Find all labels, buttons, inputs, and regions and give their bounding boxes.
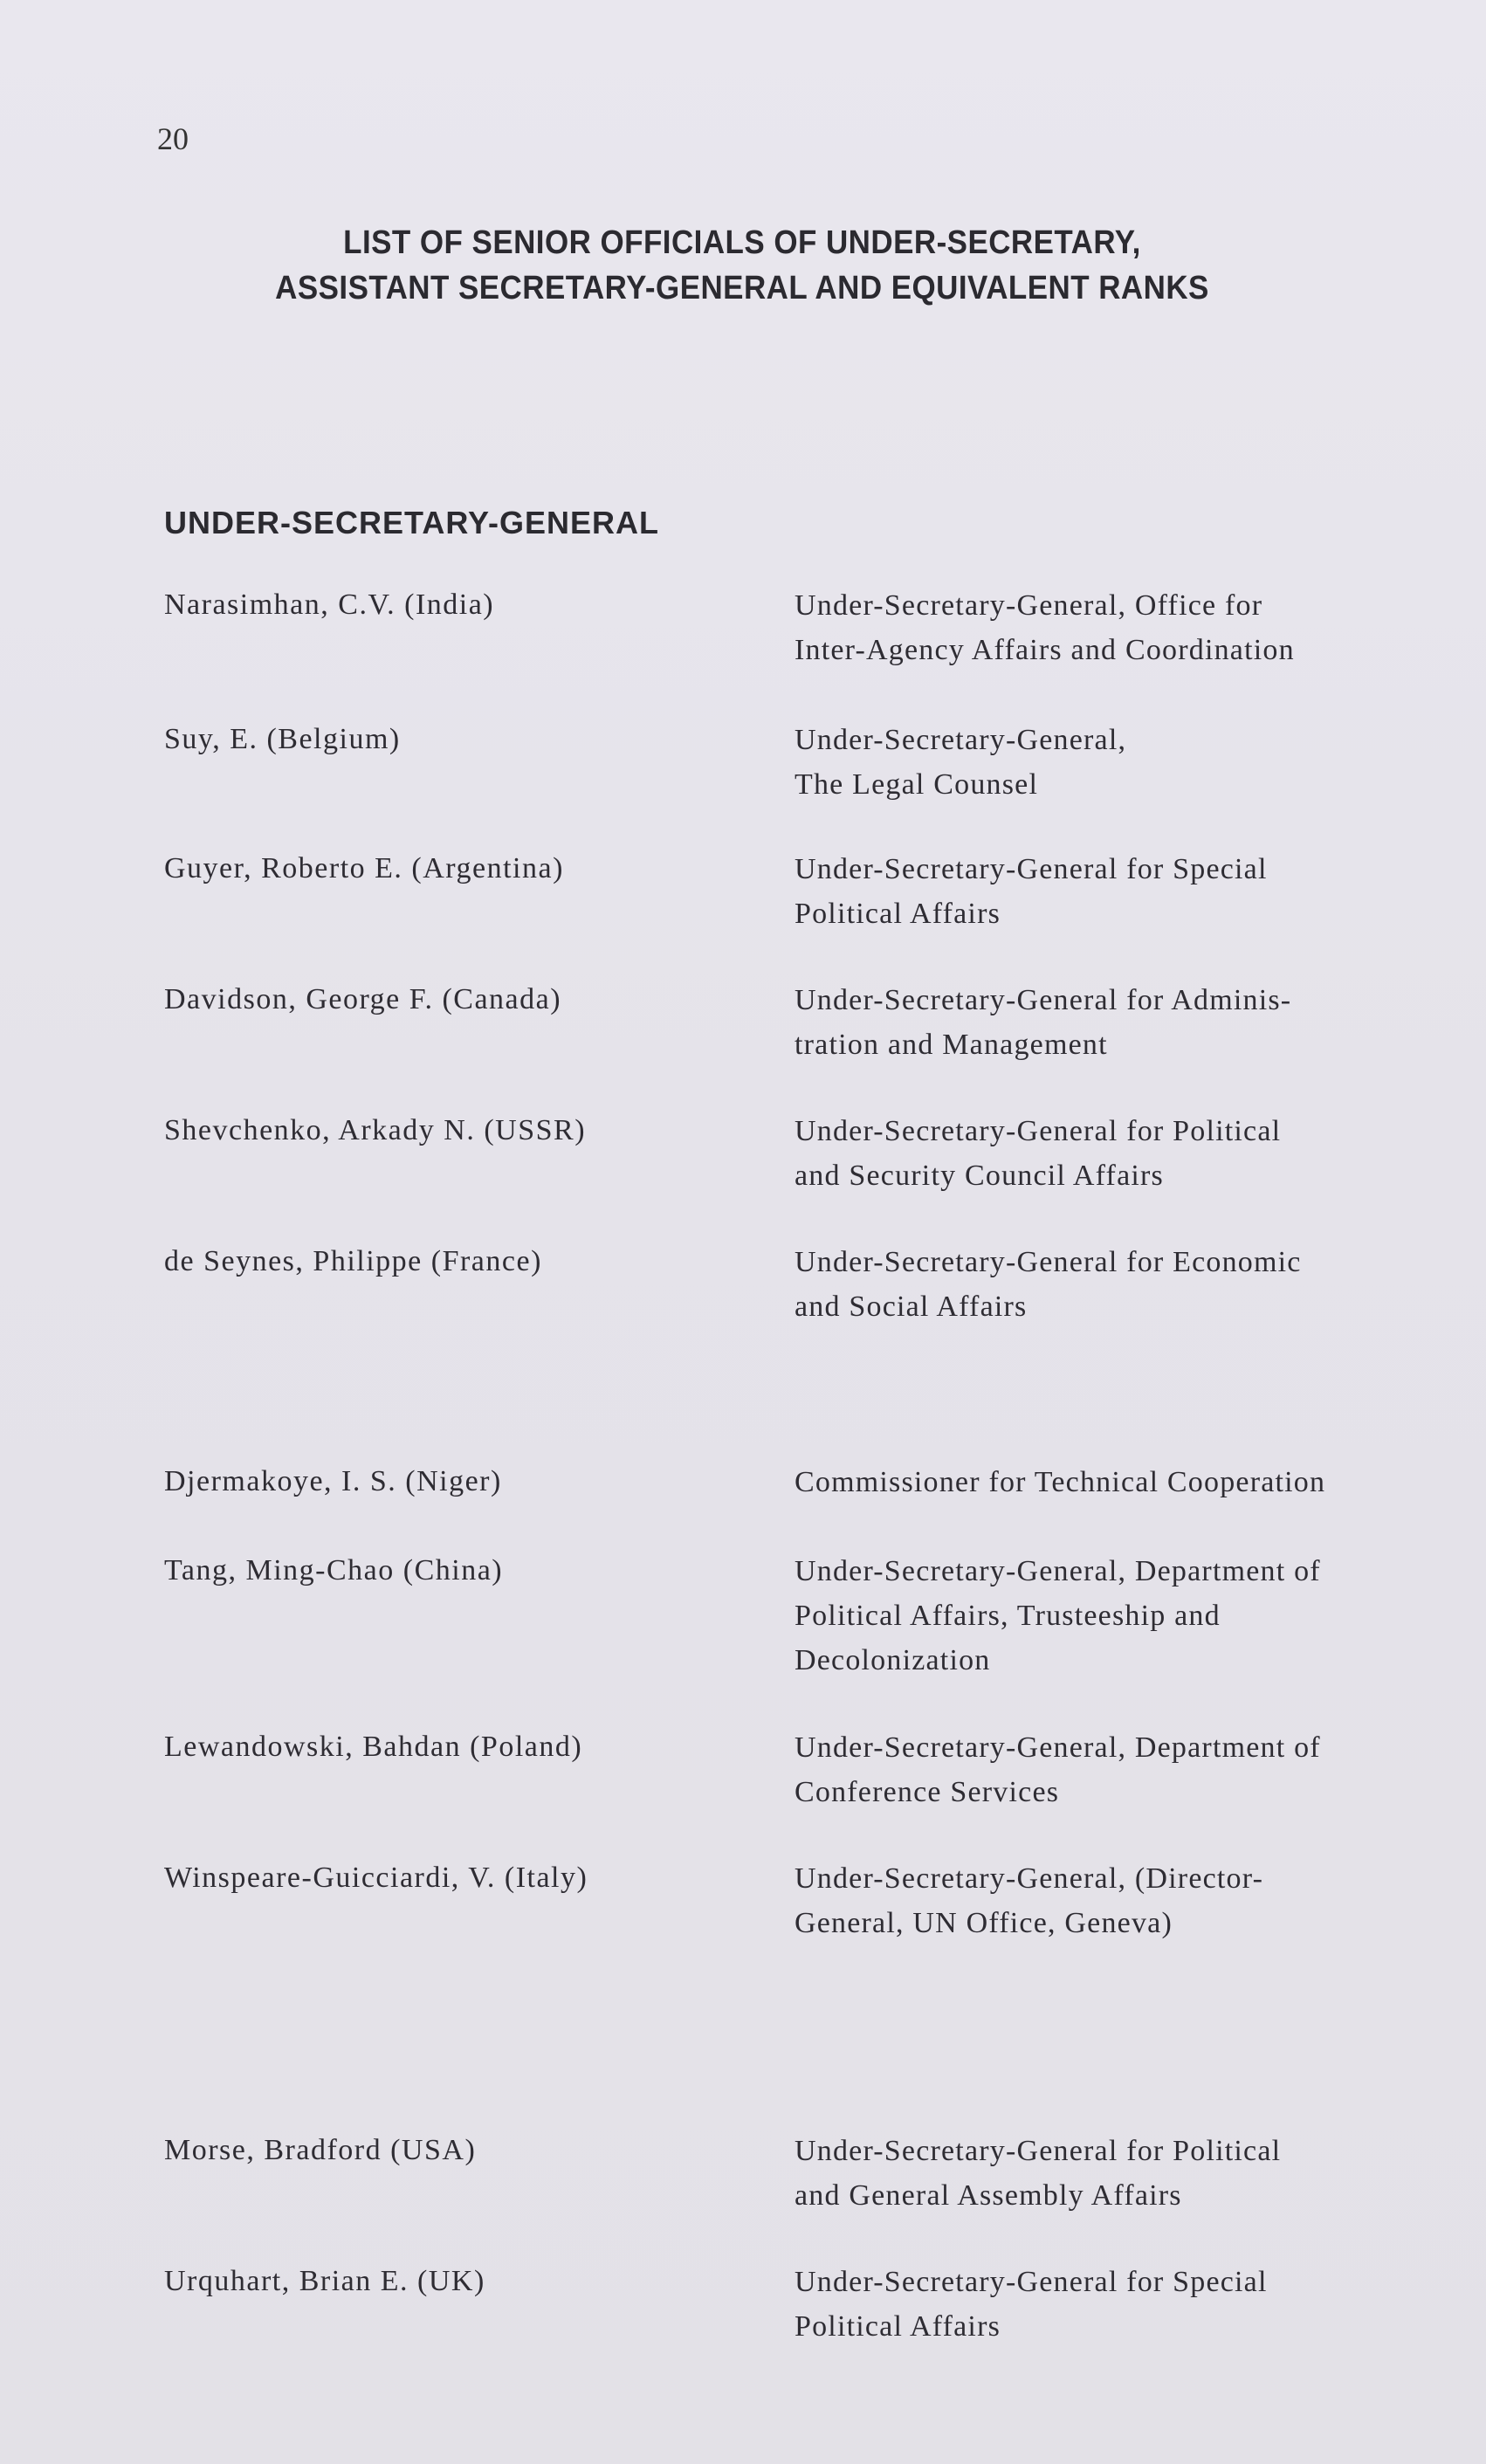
title-line-2: ASSISTANT SECRETARY-GENERAL AND EQUIVALENT RANKS: [275, 270, 1209, 306]
position-line: Under-Secretary-General, Office for: [795, 589, 1263, 622]
title-line-1: LIST OF SENIOR OFFICIALS OF UNDER-SECRETARY,: [343, 224, 1141, 261]
official-name: Guyer, Roberto E. (Argentina): [164, 852, 564, 884]
official-name: Urquhart, Brian E. (UK): [164, 2265, 485, 2297]
page-number: 20: [157, 121, 189, 156]
official-position: [795, 1109, 1458, 1198]
official-position: [795, 1240, 1458, 1329]
position-line: Under-Secretary-General for Economic: [795, 1246, 1302, 1278]
official-position: [795, 847, 1458, 936]
official-name: Suy, E. (Belgium): [164, 723, 401, 755]
position-line: Political Affairs, Trusteeship and: [795, 1600, 1221, 1632]
position-line: tration and Management: [795, 1029, 1108, 1061]
official-position: [795, 718, 1458, 807]
position-line: Conference Services: [795, 1776, 1060, 1808]
position-line: and Security Council Affairs: [795, 1160, 1164, 1192]
position-line: Under-Secretary-General for Special: [795, 2266, 1268, 2298]
section-heading: UNDER-SECRETARY-GENERAL: [164, 505, 660, 540]
position-line: Under-Secretary-General for Adminis-: [795, 984, 1292, 1016]
official-position: [795, 1856, 1458, 1945]
position-line: Decolonization: [795, 1644, 991, 1676]
position-line: Commissioner for Technical Cooperation: [795, 1466, 1326, 1498]
official-position: [795, 2129, 1458, 2218]
position-line: and General Assembly Affairs: [795, 2179, 1182, 2212]
position-line: Under-Secretary-General, (Director-: [795, 1862, 1264, 1895]
position-line: Under-Secretary-General for Political: [795, 2135, 1282, 2167]
position-line: Under-Secretary-General, Department of: [795, 1555, 1321, 1587]
position-line: The Legal Counsel: [795, 768, 1039, 801]
position-line: Under-Secretary-General for Special: [795, 853, 1268, 885]
official-name: Morse, Bradford (USA): [164, 2134, 477, 2166]
official-name: de Seynes, Philippe (France): [164, 1245, 542, 1277]
official-name: Narasimhan, C.V. (India): [164, 588, 495, 621]
official-position: [795, 583, 1458, 672]
page-title: [220, 220, 1264, 311]
position-line: Under-Secretary-General for Political: [795, 1115, 1282, 1147]
position-line: Political Affairs: [795, 898, 1001, 930]
official-name: Lewandowski, Bahdan (Poland): [164, 1731, 583, 1763]
official-position: [795, 1725, 1458, 1814]
official-position: [795, 1549, 1458, 1683]
official-name: Davidson, George F. (Canada): [164, 983, 562, 1015]
official-position: [795, 978, 1458, 1067]
position-line: General, UN Office, Geneva): [795, 1907, 1173, 1939]
official-position: [795, 2260, 1458, 2349]
official-name: Tang, Ming-Chao (China): [164, 1554, 504, 1586]
official-position: [795, 1460, 1458, 1504]
position-line: and Social Affairs: [795, 1291, 1028, 1323]
position-line: Under-Secretary-General,: [795, 724, 1127, 756]
official-name: Shevchenko, Arkady N. (USSR): [164, 1114, 587, 1146]
position-line: Inter-Agency Affairs and Coordination: [795, 634, 1295, 666]
position-line: Under-Secretary-General, Department of: [795, 1731, 1321, 1764]
official-name: Winspeare-Guicciardi, V. (Italy): [164, 1862, 588, 1894]
official-name: Djermakoye, I. S. (Niger): [164, 1465, 502, 1497]
position-line: Political Affairs: [795, 2310, 1001, 2343]
